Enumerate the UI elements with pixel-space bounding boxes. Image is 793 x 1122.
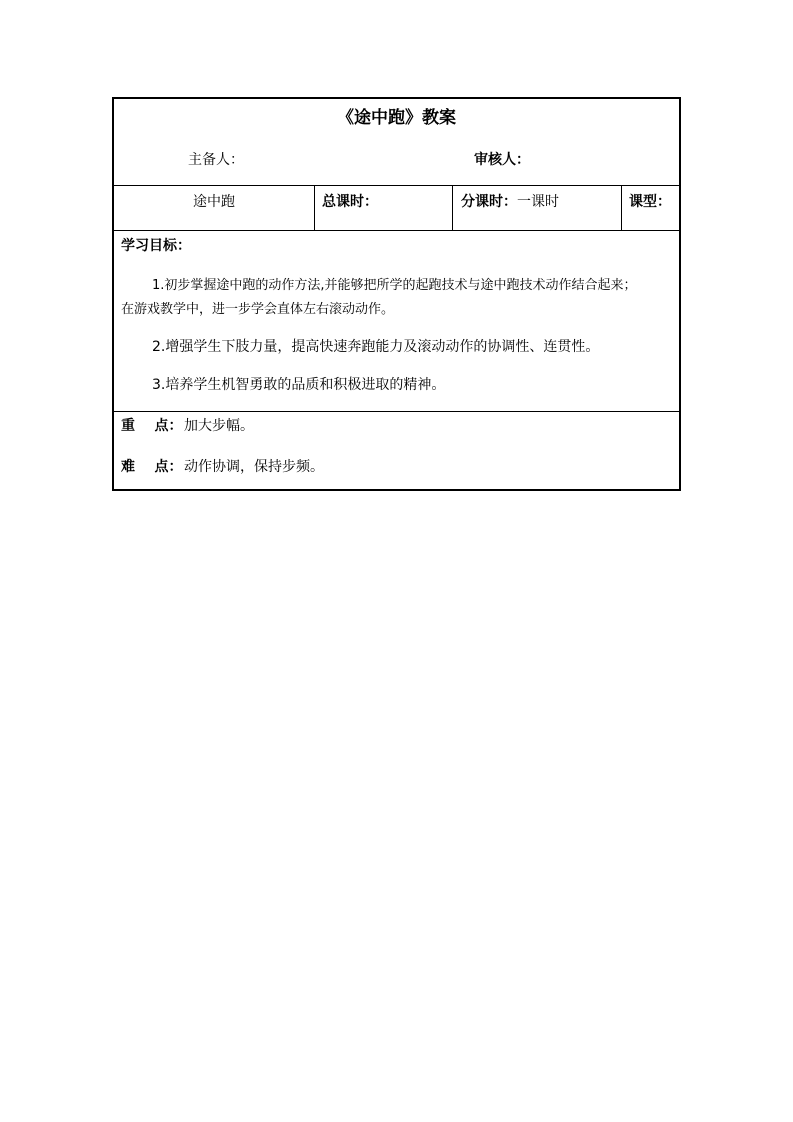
section-divider — [114, 411, 679, 412]
session-label: 分课时： — [461, 194, 517, 210]
info-row — [114, 185, 679, 231]
total-hours-cell — [314, 186, 452, 230]
lesson-type-cell — [621, 186, 679, 230]
goal-item-3: 3.培养学生机智勇敢的品质和积极进取的精神。 — [152, 377, 446, 393]
preparer-label: 主备人： — [188, 152, 244, 168]
difficulty-label: 难 点： — [121, 459, 183, 475]
total-hours-label: 总课时： — [322, 194, 378, 210]
focus-point — [121, 415, 254, 435]
goal-item-1-line-1: 1.初步掌握途中跑的动作方法,并能够把所学的起跑技术与途中跑技术动作结合起来； — [152, 278, 637, 293]
session-value: 一课时 — [517, 194, 559, 210]
lesson-plan-table — [112, 97, 681, 491]
lesson-type-label: 课型： — [629, 194, 671, 210]
reviewer-label: 审核人： — [474, 152, 530, 168]
focus-value: 加大步幅。 — [184, 418, 254, 434]
goals-heading: 学习目标： — [121, 238, 191, 254]
difficulty-point — [121, 456, 324, 476]
topic-cell: 途中跑 — [193, 194, 235, 210]
document-title: 《途中跑》教案 — [337, 108, 456, 128]
goal-item-2: 2.增强学生下肢力量，提高快速奔跑能力及滚动动作的协调性、连贯性。 — [152, 339, 600, 355]
focus-label: 重 点： — [121, 418, 183, 434]
difficulty-value: 动作协调，保持步频。 — [184, 459, 324, 475]
session-cell — [452, 186, 621, 230]
goal-item-1-line-2: 在游戏教学中，进一步学会直体左右滚动动作。 — [121, 302, 395, 317]
